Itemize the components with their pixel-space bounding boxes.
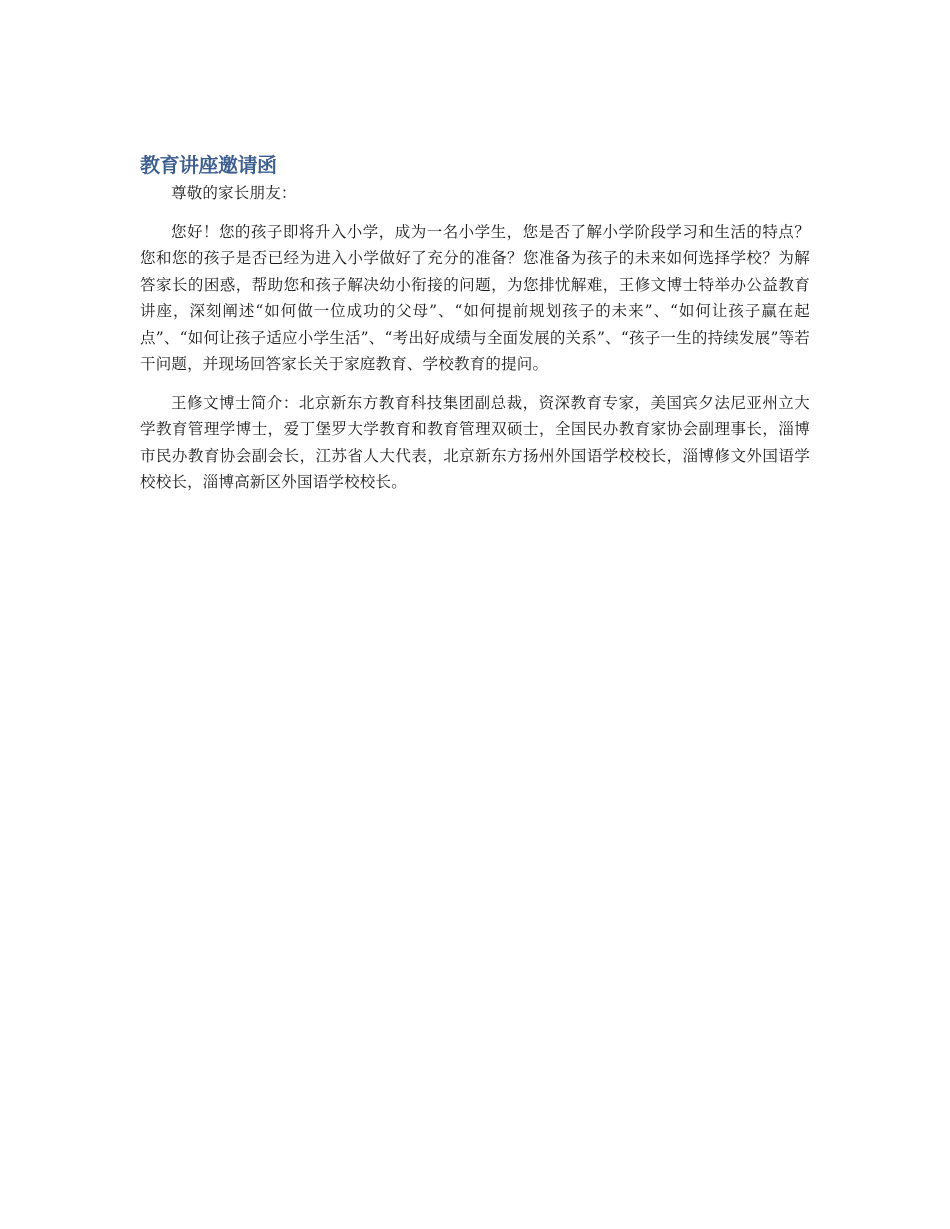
- salutation: 尊敬的家长朋友：: [171, 184, 297, 202]
- document-body: [140, 150, 810, 496]
- invitation-paragraph: 您好！您的孩子即将升入小学，成为一名小学生，您是否了解小学阶段学习和生活的特点？您和您的孩子是否已经为进入小学做好了充分的准备？您准备为孩子的未来如何选择学校？为解答家长的困惑，帮助您和孩子解决幼小衔接的问题，为您排忧解难，王修文博士特举办公益教育讲座，深刻阐述“如何做一位成功的父母”、“如何提前规划孩子的未来”、“如何让孩子赢在起点”、“如何让孩子适应小学生活”、“考出好成绩与全面发展的关系”、“孩子一生的持续发展”等若干问题，并现场回答家长关于家庭教育、学校教育的提问。: [140, 222, 810, 373]
- document-title: 教育讲座邀请函: [140, 153, 277, 177]
- speaker-bio-paragraph: 王修文博士简介：北京新东方教育科技集团副总裁，资深教育专家，美国宾夕法尼亚州立大学教育管理学博士，爱丁堡罗大学教育和教育管理双硕士，全国民办教育家协会副理事长，淄博市民办教育协会副会长，江苏省人大代表，北京新东方扬州外国语学校校长，淄博修文外国语学校校长，淄博高新区外国语学校校长。: [140, 393, 810, 491]
